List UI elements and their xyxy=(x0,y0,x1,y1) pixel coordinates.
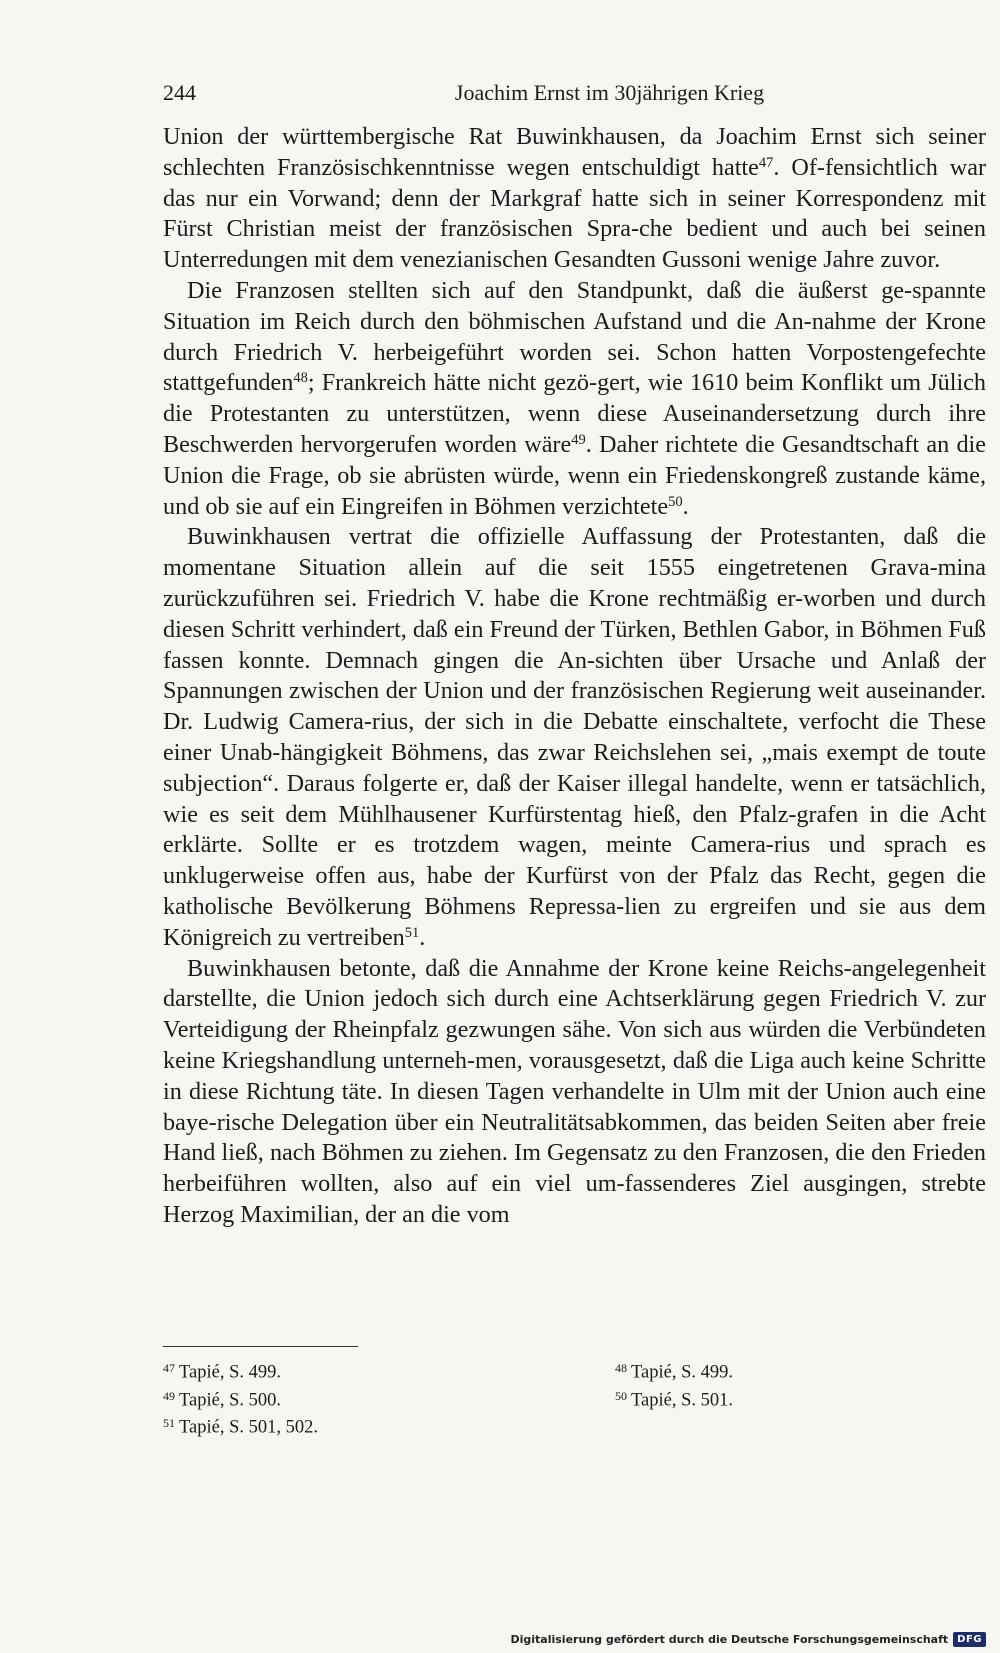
text-segment: subjection“. Daraus folgerte er, daß der Kaiser illegal handelte, wenn er xyxy=(163,769,870,797)
text-segment: worden wäre xyxy=(444,430,572,458)
dfg-logo: DFG xyxy=(953,1632,986,1647)
text-segment: rische Delegation über ein Neutralitätsabkommen, das beiden Seiten xyxy=(216,1108,886,1136)
digitization-credit xyxy=(510,1632,986,1647)
text-segment: lien zu ergreifen und sie aus dem Königreich zu vertreiben xyxy=(163,892,986,951)
text-segment: wenn diese Auseinandersetzung durch ihre Beschwerden hervorgerufen xyxy=(163,400,986,458)
paragraph xyxy=(163,522,986,953)
footnote-ref: 49 xyxy=(571,431,586,448)
text-segment: und ob sie auf ein Eingreifen in Böhmen verzichtete xyxy=(163,492,669,520)
footnotes xyxy=(163,1355,986,1438)
footnote-number: 47 xyxy=(163,1361,176,1375)
text-segment: gegen Friedrich V. zur Verteidigung der Rheinpfalz gezwungen sähe. xyxy=(163,985,986,1044)
text-segment: aber freie Hand ließ, nach Böhmen zu ziehen. Im Gegensatz zu den xyxy=(163,1108,986,1167)
text-segment: Buwinkhausen vertrat die offizielle Auffassung der Protestanten, daß xyxy=(187,523,939,551)
footnote-number: 50 xyxy=(615,1388,628,1403)
running-title: Joachim Ernst im 30jährigen Krieg xyxy=(454,80,765,105)
text-segment: tatsächlich, wie es seit dem Mühlhausener Kurfürstentag hieß, den Pfalz- xyxy=(163,769,987,828)
footnote-text: Tapié, S. 499. xyxy=(179,1362,282,1383)
paragraph xyxy=(163,276,986,522)
text-segment: täte. In diesen Tagen verhandelte in Ulm mit der Union auch eine baye- xyxy=(163,1077,986,1136)
text-segment: che bedient und auch bei seinen Unterredungen mit dem venezianischen xyxy=(163,215,986,274)
footnote-number: 51 xyxy=(163,1416,176,1430)
text-segment: Frage, ob sie abrüsten würde, wenn ein Friedenskongreß zustande käme, xyxy=(268,461,986,489)
text-segment: Pfalz das Recht, gegen die katholische Bevölkerung Böhmens Repressa- xyxy=(163,862,986,920)
text-segment: gert, wie 1610 beim Konflikt um Jülich die Protestanten zu unterstützen, xyxy=(163,369,986,428)
text-segment: nahme der Krone durch Friedrich V. herbeigeführt worden sei. Schon xyxy=(163,307,986,366)
footnote-text: Tapié, S. 500. xyxy=(179,1389,282,1410)
footnote-ref: 47 xyxy=(758,154,774,171)
text-segment: rius, der sich in die Debatte einschaltete, verfocht die These einer Unab- xyxy=(163,708,986,766)
text-segment: Union der württembergische Rat Buwinkhausen, da Joachim Ernst sich xyxy=(163,123,915,150)
text-segment: fassenderes Ziel ausgingen, strebte Herzog Maximilian, der an die vom xyxy=(163,1170,986,1228)
footnote-ref: 48 xyxy=(293,370,308,387)
footnote-ref: 51 xyxy=(404,924,420,941)
footnote-rule xyxy=(163,1346,358,1347)
text-segment: ; Frankreich hätte nicht gezö- xyxy=(307,369,598,397)
text-segment: und der französischen Regierung weit auseinander. Dr. Ludwig Camera- xyxy=(163,677,986,736)
text-segment: spannte Situation im Reich durch den böhmischen Aufstand und die An- xyxy=(163,276,986,335)
footnote-row xyxy=(163,1410,986,1438)
text-segment: seiner Korrespondenz mit Fürst Christian meist der französischen Spra- xyxy=(163,184,987,243)
paragraph xyxy=(163,122,986,276)
text-segment: die momentane Situation allein auf die seit 1555 eingetretenen Grava- xyxy=(163,523,986,582)
text-segment: . xyxy=(419,923,426,951)
text-segment: seiner schlechten Französischkenntnisse wegen entschuldigt hatte xyxy=(163,123,986,181)
text-segment: Franzosen, die den Frieden herbeiführen wollten, also auf ein viel um- xyxy=(163,1139,987,1198)
text-segment: Bethlen Gabor, in Böhmen Fuß fassen konnte. Demnach gingen die An- xyxy=(163,615,986,674)
text-segment: hatten Vorpostengefechte stattgefunden xyxy=(163,338,986,397)
paragraph xyxy=(163,954,986,1231)
footnote-number: 48 xyxy=(615,1361,628,1375)
text-segment: . Daher richtete die Gesandtschaft an die Union die xyxy=(163,430,986,489)
text-segment: hängigkeit Böhmens, das zwar Reichslehen sei, „mais exempt de toute xyxy=(280,738,986,766)
footnote-text: Tapié, S. 501, 502. xyxy=(179,1417,319,1438)
text-segment: Die Franzosen stellten sich auf den Standpunkt, daß die äußerst ge- xyxy=(187,276,913,304)
text-segment: worben und durch diesen Schritt verhindert, daß ein Freund der Türken, xyxy=(163,584,986,643)
text-segment: . Of- xyxy=(773,153,825,181)
page-number: 244 xyxy=(163,80,196,105)
text-segment: men, vorausgesetzt, daß die Liga auch keine Schritte in diese Richtung xyxy=(163,1046,986,1105)
footnote-text: Tapié, S. 499. xyxy=(631,1362,734,1383)
text-segment: rius und sprach es unklugerweise offen aus, habe der Kurfürst von der xyxy=(163,831,986,890)
text-segment: Von sich aus würden die Verbündeten keine Kriegshandlung unterneh- xyxy=(163,1016,986,1074)
text-segment: Gesandten Gussoni wenige Jahre zuvor. xyxy=(553,246,941,274)
footnote xyxy=(163,1410,318,1442)
text-segment: angelegenheit darstellte, die Union jedoch sich durch eine Achtserklärung xyxy=(163,954,986,1013)
text-segment: Buwinkhausen betonte, daß die Annahme der Krone keine Reichs- xyxy=(187,954,852,982)
footnote-row xyxy=(163,1383,986,1411)
text-segment: . xyxy=(682,492,689,520)
credit-text: Digitalisierung gefördert durch die Deutsche Forschungsgemeinschaft xyxy=(510,1633,949,1646)
body-text xyxy=(163,122,986,1231)
text-segment: sichten über Ursache und Anlaß der Spannungen zwischen der Union xyxy=(163,646,986,705)
text-segment: mina zurückzuführen sei. Friedrich V. habe die Krone rechtmäßig er- xyxy=(163,554,986,612)
footnote-row xyxy=(163,1355,986,1383)
footnote-text: Tapié, S. 501. xyxy=(631,1389,734,1410)
text-segment: fensichtlich war das nur ein Vorwand; denn der Markgraf hatte sich in xyxy=(163,153,987,212)
footnote-number: 49 xyxy=(163,1388,176,1403)
text-segment: grafen in die Acht erklärte. Sollte er es trotzdem wagen, meinte Camera- xyxy=(163,800,986,859)
footnote-ref: 50 xyxy=(668,493,683,510)
